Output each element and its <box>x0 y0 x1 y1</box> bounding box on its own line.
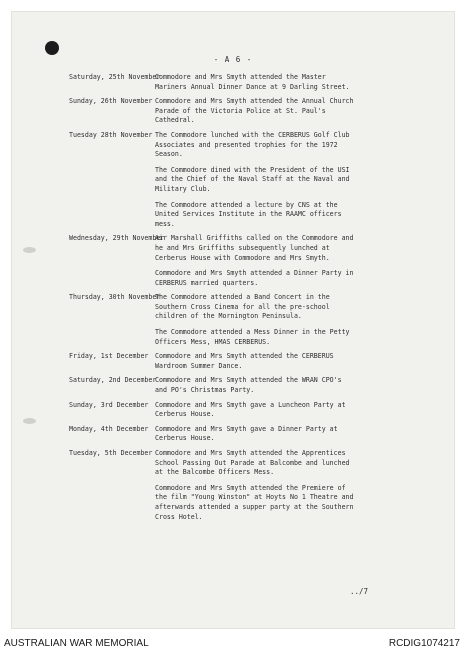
entry-date: Saturday, 25th November <box>69 73 161 81</box>
entry-date: Wednesday, 29th November <box>69 234 165 243</box>
entry-body <box>155 131 357 229</box>
entry-paragraph: Commodore and Mrs Smyth attended the Apprentices School Passing Out Parade at Balcombe and lunched at the Balcombe Officers Mess. <box>155 449 350 477</box>
continuation-mark: ../7 <box>350 587 369 596</box>
diary-entry <box>11 401 455 420</box>
entry-paragraph: The Commodore dined with the President of the USI and the Chief of the Naval Staff at the Naval and Military Club. <box>155 165 350 193</box>
entry-body <box>155 234 357 288</box>
document-page <box>11 11 455 629</box>
diary-entry <box>11 352 455 371</box>
entry-date: Friday, 1st December <box>69 352 149 361</box>
entry-date: Monday, 4th December <box>69 424 149 433</box>
diary-entry <box>11 449 455 522</box>
entry-paragraph: Commodore and Mrs Smyth attended a Dinner Party in CERBERUS married quarters. <box>155 269 354 287</box>
entry-paragraph: The Commodore lunched with the CERBERUS Golf Club Associates and presented trophies for the 1972 Season. <box>155 130 350 159</box>
entry-paragraph: The Commodore attended a Mess Dinner in the Petty Officers Mess, HMAS CERBERUS. <box>155 328 350 346</box>
entry-date: Thursday, 30th November <box>69 293 161 302</box>
entry-body <box>155 376 357 395</box>
entry-paragraph: Commodore and Mrs Smyth attended the CERBERUS Wardroom Summer Dance. <box>155 352 334 370</box>
diary-entry <box>11 131 455 229</box>
entry-date: Sunday, 26th November <box>69 97 153 106</box>
entry-body <box>155 73 357 92</box>
entry-body <box>155 352 357 371</box>
entry-paragraph: Commodore and Mrs Smyth gave a Dinner Party at Cerberus House. <box>155 424 338 443</box>
entry-date: Sunday, 3rd December <box>69 400 149 409</box>
punch-hole <box>45 41 59 55</box>
entry-paragraph: The Commodore attended a lecture by CNS at the United Services Institute in the RAAMC officers mess. <box>155 200 342 228</box>
entry-body <box>155 293 357 347</box>
diary-entries <box>11 73 455 527</box>
entry-paragraph: Commodore and Mrs Smyth attended the WRAN CPO's and PO's Christmas Party. <box>155 376 342 395</box>
caption-bar <box>0 633 465 653</box>
diary-entry <box>11 73 455 92</box>
diary-entry <box>11 293 455 347</box>
entry-paragraph: Commodore and Mrs Smyth attended the Annual Church Parade of the Victoria Police at St. Paul's Cathedral. <box>155 97 354 125</box>
entry-body <box>155 449 357 522</box>
entry-paragraph: The Commodore attended a Band Concert in the Southern Cross Cinema for all the pre-school children of the Mornington Peninsula. <box>155 293 330 321</box>
diary-entry <box>11 97 455 126</box>
diary-entry <box>11 425 455 444</box>
diary-entry <box>11 376 455 395</box>
entry-body <box>155 401 357 420</box>
page-number: - A 6 - <box>213 55 253 64</box>
entry-date: Tuesday 28th November <box>69 130 153 139</box>
entry-paragraph: Commodore and Mrs Smyth attended the Master Mariners Annual Dinner Dance at 9 Darling Street. <box>155 73 350 91</box>
diary-entry <box>11 234 455 288</box>
entry-date: Tuesday, 5th December <box>69 449 153 457</box>
record-id: RCDIG1074217 <box>388 638 460 649</box>
entry-paragraph: Commodore and Mrs Smyth attended the Premiere of the film "Young Winston" at Hoyts No 1 Theatre and afterwards attended a supper party at the Southern Cross Hotel. <box>155 483 354 521</box>
archive-name: AUSTRALIAN WAR MEMORIAL <box>4 638 149 649</box>
entry-body <box>155 97 357 126</box>
entry-date: Saturday, 2nd December <box>69 376 157 385</box>
entry-paragraph: Commodore and Mrs Smyth gave a Luncheon Party at Cerberus House. <box>155 400 346 419</box>
entry-paragraph: Air Marshall Griffiths called on the Commodore and he and Mrs Griffiths subsequently lunched at Cerberus House with Commodore and Mrs Smyth. <box>155 234 354 262</box>
entry-body <box>155 425 357 444</box>
